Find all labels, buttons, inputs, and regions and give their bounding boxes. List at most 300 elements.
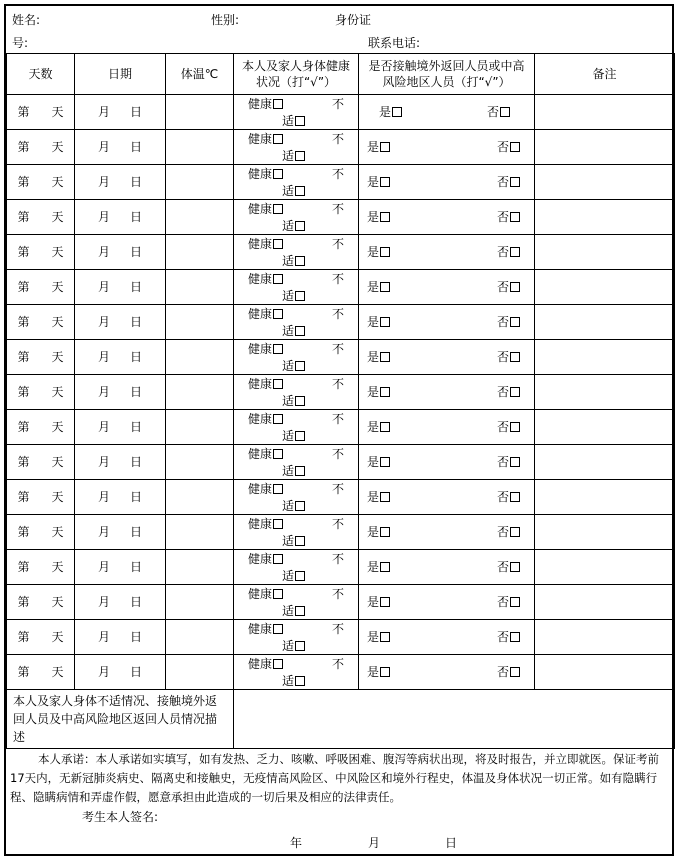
- notes-cell[interactable]: [535, 130, 675, 165]
- no-option: [497, 629, 520, 645]
- healthy-checkbox[interactable]: [273, 239, 283, 249]
- yes-option: [367, 174, 390, 190]
- unwell-checkbox[interactable]: [295, 431, 305, 441]
- day-prefix: 第: [17, 175, 30, 189]
- no-checkbox[interactable]: [510, 597, 520, 607]
- unwell-checkbox[interactable]: [295, 291, 305, 301]
- unwell-option: [282, 533, 305, 549]
- unwell-label-a: 不: [332, 237, 345, 251]
- contact-cell: [359, 445, 535, 480]
- day-label: 日: [130, 665, 143, 679]
- notes-cell[interactable]: [535, 620, 675, 655]
- description-label: 本人及家人身体不适情况、接触境外返回人员及中高风险地区返回人员情况描述: [7, 690, 234, 749]
- day-prefix: 第: [17, 315, 30, 329]
- day-prefix: 第: [17, 560, 30, 574]
- date-cell: [75, 480, 166, 515]
- unwell-label-a: 不: [332, 622, 345, 636]
- unwell-label-a: 不: [332, 587, 345, 601]
- id-label: 身份证: [335, 13, 372, 27]
- unwell-label-b: 适: [282, 394, 295, 408]
- healthy-label: 健康: [248, 657, 273, 671]
- contact-cell: [359, 620, 535, 655]
- pledge-text: 本人承诺：本人承诺如实填写，如有发热、乏力、咳嗽、呼吸困难、腹泻等病状出现，将及时报告，并立即就医。保证考前 17天内，无新冠肺炎病史、隔离史和接触史，无疫情高风险区、中风险区和境外行程史，体温及身体状况一切正常。如有隐瞒行程、隐瞒病情和弄虚作假，愿意承担由此造成的一切后果及相应的法律责任。: [10, 752, 659, 804]
- month-label: 月: [97, 245, 110, 259]
- healthy-checkbox[interactable]: [273, 589, 283, 599]
- unwell-option: [282, 218, 305, 234]
- day-suffix: 天: [51, 455, 64, 469]
- no-checkbox[interactable]: [500, 107, 510, 117]
- yes-checkbox[interactable]: [380, 562, 390, 572]
- day-cell: [7, 270, 75, 305]
- pledge: [10, 750, 666, 807]
- col-temp: 体温℃: [166, 54, 234, 95]
- day-cell: [7, 585, 75, 620]
- no-option: [497, 244, 520, 260]
- day-cell: [7, 480, 75, 515]
- day-suffix: 天: [51, 525, 64, 539]
- healthy-label: 健康: [248, 587, 273, 601]
- healthy-option: [248, 341, 283, 357]
- day-label: 日: [130, 350, 143, 364]
- yes-label: 是: [367, 665, 380, 679]
- month-label: 月: [97, 175, 110, 189]
- day-suffix: 天: [51, 420, 64, 434]
- day-cell: [7, 445, 75, 480]
- day-prefix: 第: [17, 105, 30, 119]
- yes-checkbox[interactable]: [380, 457, 390, 467]
- day-cell: [7, 515, 75, 550]
- table-row: [7, 375, 675, 410]
- yes-option: [367, 209, 390, 225]
- day-label: 日: [130, 560, 143, 574]
- col-contact-line1: 是否接触境外返回人员或中高: [368, 59, 525, 73]
- no-label: 否: [497, 630, 510, 644]
- unwell-label-a: 不: [332, 97, 345, 111]
- no-option: [497, 349, 520, 365]
- contact-cell: [359, 200, 535, 235]
- notes-cell[interactable]: [535, 200, 675, 235]
- yes-label: 是: [367, 560, 380, 574]
- healthy-checkbox[interactable]: [273, 99, 283, 109]
- day-label: 日: [130, 525, 143, 539]
- yes-checkbox[interactable]: [380, 352, 390, 362]
- day-prefix: 第: [17, 350, 30, 364]
- healthy-option: [248, 271, 283, 287]
- temp-cell[interactable]: [166, 375, 234, 410]
- healthy-label: 健康: [248, 307, 273, 321]
- no-option: [487, 104, 510, 120]
- table-header-row: [7, 54, 675, 95]
- healthy-checkbox[interactable]: [273, 309, 283, 319]
- healthy-label: 健康: [248, 167, 273, 181]
- temp-cell[interactable]: [166, 340, 234, 375]
- date-cell: [75, 270, 166, 305]
- description-field[interactable]: [234, 690, 675, 749]
- unwell-checkbox[interactable]: [295, 641, 305, 651]
- notes-cell[interactable]: [535, 235, 675, 270]
- day-label: 日: [130, 490, 143, 504]
- day-cell: [7, 305, 75, 340]
- day-label: 日: [130, 630, 143, 644]
- unwell-option: [282, 428, 305, 444]
- temp-cell[interactable]: [166, 305, 234, 340]
- yes-option: [367, 384, 390, 400]
- healthy-checkbox[interactable]: [273, 379, 283, 389]
- healthy-checkbox[interactable]: [273, 414, 283, 424]
- yes-label: 是: [367, 315, 380, 329]
- day-prefix: 第: [17, 455, 30, 469]
- day-cell: [7, 95, 75, 130]
- no-checkbox[interactable]: [510, 212, 520, 222]
- no-checkbox[interactable]: [510, 352, 520, 362]
- yes-label: 是: [379, 105, 392, 119]
- col-health-line1: 本人及家人身体健康: [241, 59, 350, 73]
- health-cell: [234, 200, 359, 235]
- unwell-checkbox[interactable]: [295, 256, 305, 266]
- healthy-checkbox[interactable]: [273, 659, 283, 669]
- no-option: [497, 209, 520, 225]
- healthy-option: [248, 376, 283, 392]
- no-checkbox[interactable]: [510, 457, 520, 467]
- unwell-checkbox[interactable]: [295, 501, 305, 511]
- unwell-label-a: 不: [332, 657, 345, 671]
- day-suffix: 天: [51, 385, 64, 399]
- notes-cell[interactable]: [535, 95, 675, 130]
- unwell-label-b: 适: [282, 464, 295, 478]
- unwell-checkbox[interactable]: [295, 151, 305, 161]
- yes-checkbox[interactable]: [380, 247, 390, 257]
- temp-cell[interactable]: [166, 200, 234, 235]
- healthy-option: [248, 656, 283, 672]
- healthy-checkbox[interactable]: [273, 344, 283, 354]
- no-option: [497, 454, 520, 470]
- notes-cell[interactable]: [535, 410, 675, 445]
- day-suffix: 天: [51, 140, 64, 154]
- health-cell: [234, 130, 359, 165]
- healthy-option: [248, 306, 283, 322]
- healthy-option: [248, 131, 283, 147]
- healthy-option: [248, 411, 283, 427]
- notes-cell[interactable]: [535, 375, 675, 410]
- unwell-checkbox[interactable]: [295, 571, 305, 581]
- health-cell: [234, 270, 359, 305]
- month-label: 月: [97, 490, 110, 504]
- date-cell: [75, 410, 166, 445]
- healthy-label: 健康: [248, 342, 273, 356]
- temp-cell[interactable]: [166, 410, 234, 445]
- unwell-checkbox[interactable]: [295, 361, 305, 371]
- no-checkbox[interactable]: [510, 562, 520, 572]
- no-label: 否: [497, 280, 510, 294]
- notes-cell[interactable]: [535, 165, 675, 200]
- col-days: 天数: [7, 54, 75, 95]
- health-cell: [234, 165, 359, 200]
- temp-cell[interactable]: [166, 235, 234, 270]
- health-cell: [234, 95, 359, 130]
- notes-cell[interactable]: [535, 340, 675, 375]
- health-cell: [234, 620, 359, 655]
- unwell-label-b: 适: [282, 289, 295, 303]
- no-checkbox[interactable]: [510, 142, 520, 152]
- no-label: 否: [497, 385, 510, 399]
- contact-cell: [359, 375, 535, 410]
- day-prefix: 第: [17, 630, 30, 644]
- no-option: [497, 489, 520, 505]
- col-health-line2: 状况（打“√”）: [255, 75, 337, 89]
- yes-checkbox[interactable]: [380, 317, 390, 327]
- day-label: 日: [130, 595, 143, 609]
- unwell-label-a: 不: [332, 447, 345, 461]
- table-row: [7, 305, 675, 340]
- day-label: 日: [130, 140, 143, 154]
- day-suffix: 天: [51, 105, 64, 119]
- notes-cell[interactable]: [535, 585, 675, 620]
- date-cell: [75, 165, 166, 200]
- gender-label: 性别:: [211, 13, 240, 27]
- healthy-checkbox[interactable]: [273, 519, 283, 529]
- no-checkbox[interactable]: [510, 247, 520, 257]
- notes-cell[interactable]: [535, 655, 675, 690]
- yes-checkbox[interactable]: [380, 667, 390, 677]
- date-cell: [75, 550, 166, 585]
- date-cell: [75, 95, 166, 130]
- healthy-option: [248, 516, 283, 532]
- healthy-checkbox[interactable]: [273, 449, 283, 459]
- table-row: [7, 130, 675, 165]
- signature-day: 日: [445, 836, 458, 850]
- month-label: 月: [97, 560, 110, 574]
- date-cell: [75, 655, 166, 690]
- unwell-checkbox[interactable]: [295, 116, 305, 126]
- id-label-cont: 号:: [12, 36, 29, 50]
- date-cell: [75, 235, 166, 270]
- healthy-label: 健康: [248, 622, 273, 636]
- unwell-label-a: 不: [332, 482, 345, 496]
- unwell-label-a: 不: [332, 412, 345, 426]
- yes-checkbox[interactable]: [380, 527, 390, 537]
- yes-option: [367, 419, 390, 435]
- temp-cell[interactable]: [166, 480, 234, 515]
- temp-cell[interactable]: [166, 585, 234, 620]
- healthy-checkbox[interactable]: [273, 204, 283, 214]
- notes-cell[interactable]: [535, 480, 675, 515]
- contact-cell: [359, 550, 535, 585]
- notes-cell[interactable]: [535, 270, 675, 305]
- yes-checkbox[interactable]: [380, 422, 390, 432]
- yes-checkbox[interactable]: [380, 177, 390, 187]
- unwell-checkbox[interactable]: [295, 466, 305, 476]
- day-cell: [7, 200, 75, 235]
- unwell-checkbox[interactable]: [295, 606, 305, 616]
- month-label: 月: [97, 315, 110, 329]
- unwell-label-b: 适: [282, 254, 295, 268]
- unwell-label-a: 不: [332, 552, 345, 566]
- healthy-option: [248, 96, 283, 112]
- yes-label: 是: [367, 210, 380, 224]
- no-option: [497, 384, 520, 400]
- unwell-label-a: 不: [332, 342, 345, 356]
- no-checkbox[interactable]: [510, 632, 520, 642]
- healthy-option: [248, 446, 283, 462]
- healthy-checkbox[interactable]: [273, 484, 283, 494]
- day-cell: [7, 165, 75, 200]
- health-log-table: [6, 53, 675, 749]
- day-label: 日: [130, 315, 143, 329]
- unwell-checkbox[interactable]: [295, 326, 305, 336]
- contact-cell: [359, 515, 535, 550]
- day-label: 日: [130, 455, 143, 469]
- unwell-label-b: 适: [282, 674, 295, 688]
- no-label: 否: [497, 245, 510, 259]
- contact-cell: [359, 95, 535, 130]
- healthy-checkbox[interactable]: [273, 624, 283, 634]
- temp-cell[interactable]: [166, 550, 234, 585]
- col-contact-line2: 风险地区人员（打“√”）: [382, 75, 511, 89]
- temp-cell[interactable]: [166, 445, 234, 480]
- unwell-label-b: 适: [282, 499, 295, 513]
- temp-cell[interactable]: [166, 130, 234, 165]
- table-row: [7, 200, 675, 235]
- contact-cell: [359, 340, 535, 375]
- day-prefix: 第: [17, 420, 30, 434]
- yes-checkbox[interactable]: [380, 387, 390, 397]
- day-label: 日: [130, 175, 143, 189]
- day-cell: [7, 130, 75, 165]
- day-suffix: 天: [51, 560, 64, 574]
- yes-checkbox[interactable]: [392, 107, 402, 117]
- table-row: [7, 515, 675, 550]
- table-row: [7, 95, 675, 130]
- day-prefix: 第: [17, 595, 30, 609]
- no-label: 否: [497, 210, 510, 224]
- day-suffix: 天: [51, 315, 64, 329]
- day-cell: [7, 550, 75, 585]
- unwell-label-a: 不: [332, 377, 345, 391]
- yes-label: 是: [367, 420, 380, 434]
- no-label: 否: [497, 175, 510, 189]
- date-cell: [75, 585, 166, 620]
- yes-label: 是: [367, 490, 380, 504]
- date-cell: [75, 340, 166, 375]
- healthy-option: [248, 481, 283, 497]
- yes-option: [367, 489, 390, 505]
- month-label: 月: [97, 350, 110, 364]
- unwell-label-b: 适: [282, 114, 295, 128]
- no-checkbox[interactable]: [510, 387, 520, 397]
- no-checkbox[interactable]: [510, 177, 520, 187]
- health-cell: [234, 235, 359, 270]
- yes-label: 是: [367, 630, 380, 644]
- unwell-label-b: 适: [282, 359, 295, 373]
- day-cell: [7, 410, 75, 445]
- unwell-option: [282, 253, 305, 269]
- col-notes: 备注: [535, 54, 675, 95]
- notes-cell[interactable]: [535, 305, 675, 340]
- unwell-option: [282, 638, 305, 654]
- no-label: 否: [497, 420, 510, 434]
- healthy-label: 健康: [248, 97, 273, 111]
- unwell-label-b: 适: [282, 429, 295, 443]
- day-suffix: 天: [51, 210, 64, 224]
- healthy-checkbox[interactable]: [273, 274, 283, 284]
- month-label: 月: [97, 595, 110, 609]
- unwell-checkbox[interactable]: [295, 396, 305, 406]
- day-label: 日: [130, 420, 143, 434]
- no-option: [497, 139, 520, 155]
- no-option: [497, 524, 520, 540]
- month-label: 月: [97, 105, 110, 119]
- yes-option: [367, 314, 390, 330]
- day-suffix: 天: [51, 665, 64, 679]
- no-checkbox[interactable]: [510, 282, 520, 292]
- unwell-option: [282, 463, 305, 479]
- notes-cell[interactable]: [535, 445, 675, 480]
- unwell-label-b: 适: [282, 149, 295, 163]
- unwell-label-a: 不: [332, 307, 345, 321]
- contact-cell: [359, 305, 535, 340]
- day-cell: [7, 620, 75, 655]
- health-cell: [234, 445, 359, 480]
- temp-cell[interactable]: [166, 270, 234, 305]
- table-row: [7, 655, 675, 690]
- no-checkbox[interactable]: [510, 317, 520, 327]
- no-option: [497, 559, 520, 575]
- unwell-checkbox[interactable]: [295, 676, 305, 686]
- no-option: [497, 664, 520, 680]
- unwell-checkbox[interactable]: [295, 221, 305, 231]
- no-checkbox[interactable]: [510, 422, 520, 432]
- no-checkbox[interactable]: [510, 527, 520, 537]
- unwell-option: [282, 113, 305, 129]
- yes-checkbox[interactable]: [380, 142, 390, 152]
- yes-checkbox[interactable]: [380, 632, 390, 642]
- no-checkbox[interactable]: [510, 667, 520, 677]
- health-cell: [234, 410, 359, 445]
- day-prefix: 第: [17, 385, 30, 399]
- healthy-checkbox[interactable]: [273, 169, 283, 179]
- temp-cell[interactable]: [166, 655, 234, 690]
- notes-cell[interactable]: [535, 550, 675, 585]
- healthy-label: 健康: [248, 377, 273, 391]
- date-cell: [75, 515, 166, 550]
- yes-checkbox[interactable]: [380, 492, 390, 502]
- unwell-checkbox[interactable]: [295, 536, 305, 546]
- yes-checkbox[interactable]: [380, 282, 390, 292]
- temp-cell[interactable]: [166, 165, 234, 200]
- healthy-checkbox[interactable]: [273, 134, 283, 144]
- no-option: [497, 314, 520, 330]
- no-checkbox[interactable]: [510, 492, 520, 502]
- signature-month: 月: [368, 836, 381, 850]
- no-option: [497, 594, 520, 610]
- yes-option: [367, 139, 390, 155]
- unwell-option: [282, 288, 305, 304]
- temp-cell[interactable]: [166, 95, 234, 130]
- day-label: 日: [130, 245, 143, 259]
- healthy-checkbox[interactable]: [273, 554, 283, 564]
- no-option: [497, 279, 520, 295]
- table-row: [7, 480, 675, 515]
- notes-cell[interactable]: [535, 515, 675, 550]
- yes-checkbox[interactable]: [380, 212, 390, 222]
- temp-cell[interactable]: [166, 620, 234, 655]
- name-label: 姓名:: [12, 13, 41, 27]
- table-row: [7, 165, 675, 200]
- temp-cell[interactable]: [166, 515, 234, 550]
- unwell-checkbox[interactable]: [295, 186, 305, 196]
- yes-checkbox[interactable]: [380, 597, 390, 607]
- signature-label: 考生本人签名:: [82, 810, 159, 824]
